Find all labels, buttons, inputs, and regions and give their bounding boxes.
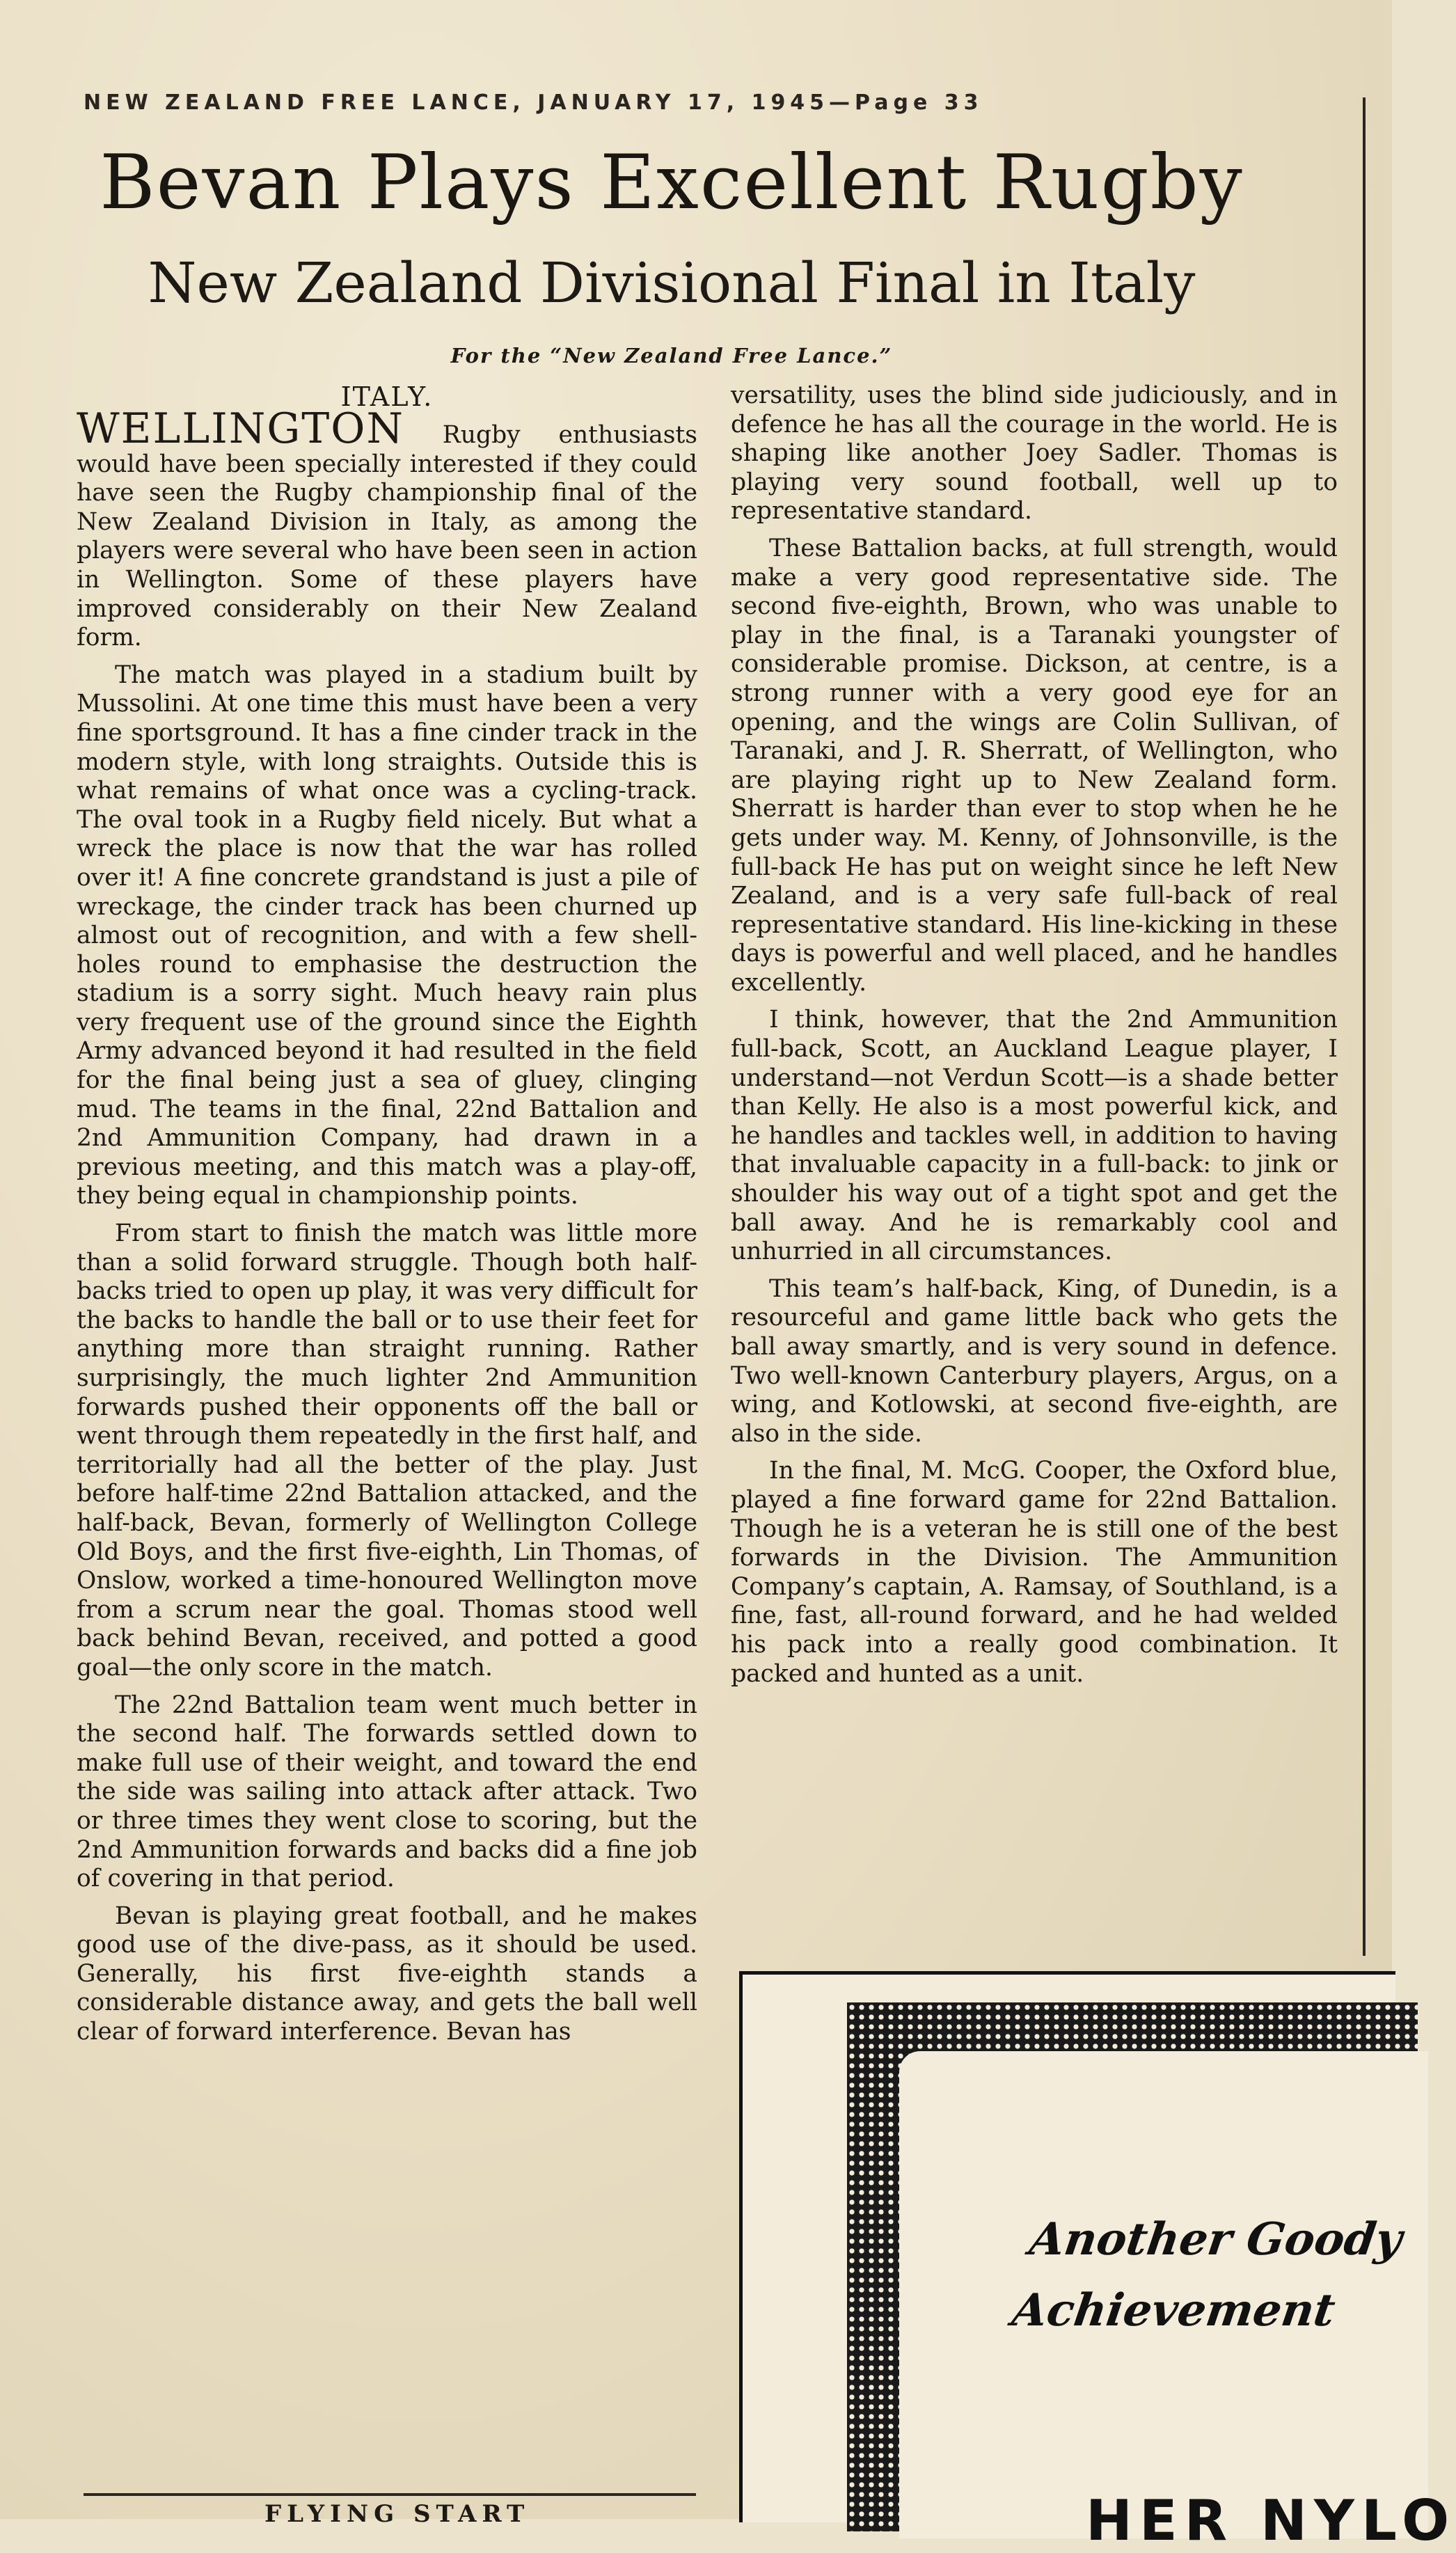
headline: Bevan Plays Excellent Rugby bbox=[100, 139, 1244, 226]
next-article-heading: FLYING START bbox=[264, 2500, 530, 2528]
ad-script-line1: Another Goody bbox=[1026, 2213, 1405, 2266]
footer-rule bbox=[84, 2493, 696, 2496]
byline-credit: For the “New Zealand Free Lance.” bbox=[450, 344, 893, 367]
subheadline: New Zealand Divisional Final in Italy bbox=[148, 251, 1196, 315]
article-paragraph: versatility, uses the blind side judiciously, and in defence he has all the courage in the world. He is shaping like another Joey Sadler. Thomas is playing very sound football, well up to representative standard. bbox=[731, 381, 1338, 525]
article-paragraph: I think, however, that the 2nd Ammunition full-back, Scott, an Auckland League player, I understand—not Verdun Scott—is a shade better than Kelly. He also is a most powerful kick, and he handles and tackles well, in addition to having that invaluable capacity in a full-back: to jink or shoulder his way out of a tight spot and get the ball away. And he is remarkably cool and unhurried in all circumstances. bbox=[731, 1006, 1338, 1266]
dropcap-lead: WELLINGTON bbox=[77, 404, 404, 453]
article-paragraph: In the final, M. McG. Cooper, the Oxford blue, played a fine forward game for 22nd Battalion. Though he is a veteran he is still one of the best forwards in the Division. The Ammunition Company’s captain, A. Ramsay, of Southland, is a fine, fast, all-round forward, and he had welded his pack into a really good combination. It packed and hunted as a unit. bbox=[731, 1457, 1338, 1688]
article-paragraph: These Battalion backs, at full strength, would make a very good representative side. The second five-eighth, Brown, who was unable to play in the final, is a Taranaki youngster of considerable promise. Dickson, at centre, is a strong runner with a very good eye for an opening, and the wings are Colin Sullivan, of Taranaki, and J. R. Sherratt, of Wellington, who are playing right up to New Zealand form. Sherratt is harder than ever to stop when he he gets under way. M. Kenny, of Johnsonville, is the full-back He has put on weight since he left New Zealand, and is a very safe full-back of real representative standard. His line-kicking in these days is powerful and well placed, and he handles excellently. bbox=[731, 534, 1338, 997]
article-column-left bbox=[77, 381, 697, 2047]
article-column-right bbox=[731, 381, 1338, 1689]
ad-brand: HER NYLO bbox=[1086, 2488, 1456, 2553]
article-paragraph: From start to finish the match was little more than a solid forward struggle. Though both half-backs tried to open up play, it was very difficult for the backs to handle the ball or to use their feet for anything more than straight running. Rather surprisingly, the much lighter 2nd Ammunition forwards pushed their opponents off the ball or went through them repeatedly in the first half, and territorially had all the better of the play. Just before half-time 22nd Battalion attacked, and the half-back, Bevan, formerly of Wellington College Old Boys, and the first five-eighth, Lin Thomas, of Onslow, worked a time-honoured Wellington move from a scrum near the goal. Thomas stood well back behind Bevan, received, and potted a good goal—the only score in the match. bbox=[77, 1219, 697, 1682]
ad-script-line2: Achievement bbox=[1008, 2284, 1338, 2337]
article-paragraph: The 22nd Battalion team went much better in the second half. The forwards settled down to make full use of their weight, and toward the end the side was sailing into attack after attack. Two or three times they went close to scoring, but the 2nd Ammunition forwards and backs did a fine job of covering in that period. bbox=[77, 1691, 697, 1893]
article-paragraph: The match was played in a stadium built by Mussolini. At one time this must have been a very fine sportsground. It has a fine cinder track in the modern style, with long straights. Outside this is what remains of what once was a cycling-track. The oval took in a Rugby field nicely. But what a wreck the place is now that the war has rolled over it! A fine concrete grandstand is just a pile of wreckage, the cinder track has been churned up almost out of recognition, and with a few shell-holes round to emphasise the destruction the stadium is a sorry sight. Much heavy rain plus very frequent use of the ground since the Eighth Army advanced beyond it had resulted in the field for the final being just a sea of gluey, clinging mud. The teams in the final, 22nd Battalion and 2nd Ammunition Company, had drawn in a previous meeting, and this match was a play-off, they being equal in championship points. bbox=[77, 661, 697, 1210]
dateline: ITALY. bbox=[340, 381, 434, 412]
column-rule bbox=[1363, 97, 1366, 1956]
article-paragraph: WELLINGTON Rugby enthusiasts would have been specially interested if they could have seen the Rugby championship final of the New Zealand Division in Italy, as among the players were several who have been seen in action in Wellington. Some of these players have improved considerably on their New Zealand form. bbox=[77, 404, 697, 652]
article-paragraph: Bevan is playing great football, and he makes good use of the dive-pass, as it should be used. Generally, his first five-eighth stands a considerable distance away, and gets the ball well clear of forward interference. Bevan has bbox=[77, 1902, 697, 2046]
masthead: NEW ZEALAND FREE LANCE, JANUARY 17, 1945—Page 33 bbox=[84, 90, 983, 115]
article-paragraph: This team’s half-back, King, of Dunedin, is a resourceful and game little back who gets the ball away smartly, and is very sound in defence. Two well-known Canterbury players, Argus, on a wing, and Kotlowski, at second five-eighth, are also in the side. bbox=[731, 1274, 1338, 1448]
